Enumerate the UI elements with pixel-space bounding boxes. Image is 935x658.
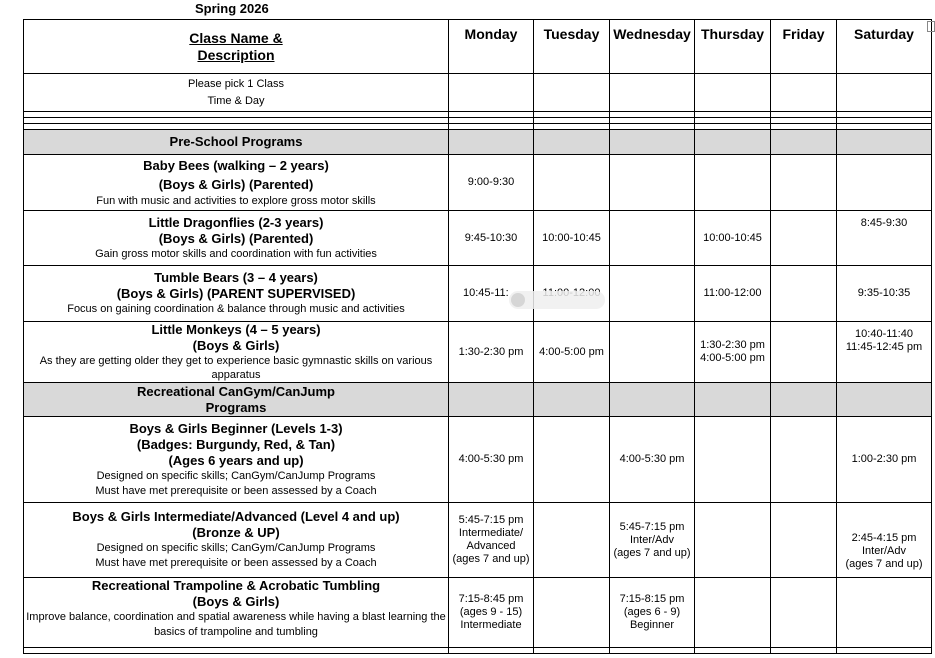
time-cell-monday[interactable]: 1:30-2:30 pm xyxy=(449,322,534,383)
class-description: Fun with music and activities to explore gross motor skills xyxy=(96,195,376,207)
empty-cell[interactable] xyxy=(534,578,610,648)
pick-instruction-line1: Please pick 1 Class xyxy=(188,77,284,90)
class-info-beginner xyxy=(24,417,449,503)
class-description: Designed on specific skills; CanGym/CanJump Programs xyxy=(96,469,376,482)
class-subtitle: (Boys & Girls) (Parented) xyxy=(158,230,314,246)
empty-cell[interactable] xyxy=(610,155,695,211)
time-cell-wednesday[interactable] xyxy=(610,503,695,578)
level-label: Intermediate xyxy=(460,619,522,631)
time-cell-monday[interactable]: 10:45-11: xyxy=(449,266,534,322)
empty-cell[interactable] xyxy=(449,74,534,112)
class-prerequisite: Must have met prerequisite or been assessed by a Coach xyxy=(95,484,377,497)
empty-cell[interactable] xyxy=(610,74,695,112)
class-subtitle: (Boys & Girls) (Parented) xyxy=(158,177,314,192)
level-label: Intermediate/ xyxy=(458,527,524,539)
class-column-header-line2: Description xyxy=(197,46,275,63)
day-header-tuesday: Tuesday xyxy=(534,20,610,74)
level-label: Beginner xyxy=(629,619,675,631)
day-header-thursday: Thursday xyxy=(695,20,771,74)
class-info-tumble-bears xyxy=(24,266,449,322)
section-title-line1: Recreational CanGym/CanJump xyxy=(137,383,335,399)
time-slot: 5:45-7:15 pm xyxy=(458,514,524,526)
class-subtitle: (Boys & Girls) xyxy=(192,338,280,353)
empty-cell[interactable] xyxy=(610,322,695,383)
time-cell-thursday[interactable] xyxy=(695,322,771,383)
time-cell-tuesday[interactable]: 4:00-5:00 pm xyxy=(534,322,610,383)
empty-cell[interactable] xyxy=(771,74,837,112)
empty-cell[interactable] xyxy=(695,578,771,648)
time-slot: 10:40-11:40 xyxy=(855,328,913,340)
time-slot: 11:45-12:45 pm xyxy=(845,341,923,353)
schedule-season-title: Spring 2026 xyxy=(195,1,269,16)
day-header-wednesday: Wednesday xyxy=(610,20,695,74)
class-name: Tumble Bears (3 – 4 years) xyxy=(154,270,318,285)
class-description: Gain gross motor skills and coordination with fun activities xyxy=(95,247,377,260)
age-label: (ages 7 and up) xyxy=(613,546,691,559)
empty-cell[interactable] xyxy=(534,503,610,578)
time-cell-monday[interactable]: 4:00-5:30 pm xyxy=(449,417,534,503)
level-label: Inter/Adv xyxy=(629,533,675,546)
class-name: Recreational Trampoline & Acrobatic Tumbling xyxy=(91,578,381,593)
pick-instruction-cell xyxy=(24,74,449,112)
section-row-preschool xyxy=(24,130,932,155)
day-header-friday: Friday xyxy=(771,20,837,74)
class-description: Improve balance, coordination and spatial awareness while having a blast learning the xyxy=(26,611,446,623)
section-title-recreational xyxy=(24,383,449,417)
section-title-line2: Programs xyxy=(205,399,267,415)
time-cell-thursday[interactable]: 10:00-10:45 xyxy=(695,211,771,266)
age-label: (ages 6 - 9) xyxy=(623,606,681,618)
class-subtitle: (Boys & Girls) (PARENT SUPERVISED) xyxy=(116,286,356,301)
class-description: Designed on specific skills; CanGym/CanJump Programs xyxy=(96,542,376,554)
section-row-recreational xyxy=(24,383,932,417)
table-resize-handle-icon[interactable] xyxy=(927,21,935,32)
time-cell-monday[interactable]: 9:00-9:30 xyxy=(449,155,534,211)
empty-cell[interactable] xyxy=(837,74,932,112)
time-slot: 7:15-8:45 pm xyxy=(458,593,524,605)
empty-cell[interactable] xyxy=(534,155,610,211)
pick-instruction-line2: Time & Day xyxy=(207,94,265,107)
empty-cell[interactable] xyxy=(837,155,932,211)
class-name: Little Monkeys (4 – 5 years) xyxy=(151,322,321,337)
class-prerequisite: Must have met prerequisite or been assessed by a Coach xyxy=(95,557,377,569)
class-row-beginner xyxy=(24,417,932,503)
class-row-little-dragonflies xyxy=(24,211,932,266)
level-label: Advanced xyxy=(466,540,516,552)
class-schedule-table xyxy=(23,19,932,654)
class-subtitle: (Badges: Burgundy, Red, & Tan) xyxy=(136,436,336,452)
drag-handle-dot-icon xyxy=(511,293,525,307)
header-row xyxy=(24,20,932,74)
class-row-intermediate xyxy=(24,503,932,578)
day-header-monday: Monday xyxy=(449,20,534,74)
class-column-header-line1: Class Name & xyxy=(189,29,283,46)
time-cell-thursday[interactable]: 11:00-12:00 xyxy=(695,266,771,322)
time-cell-saturday[interactable] xyxy=(837,503,932,578)
empty-cell[interactable] xyxy=(695,155,771,211)
trailing-row xyxy=(24,648,932,654)
class-row-trampoline xyxy=(24,578,932,648)
empty-cell[interactable] xyxy=(771,211,837,266)
empty-cell[interactable] xyxy=(771,417,837,503)
time-cell-saturday[interactable]: 1:00-2:30 pm xyxy=(837,417,932,503)
section-title-preschool: Pre-School Programs xyxy=(24,130,449,155)
class-info-baby-bees xyxy=(24,155,449,211)
time-cell-tuesday[interactable]: 10:00-10:45 xyxy=(534,211,610,266)
class-name: Baby Bees (walking – 2 years) xyxy=(143,158,329,173)
day-header-saturday: Saturday xyxy=(837,20,932,74)
time-cell-saturday[interactable]: 9:35-10:35 xyxy=(837,266,932,322)
empty-cell[interactable] xyxy=(771,266,837,322)
class-subtitle: (Boys & Girls) xyxy=(192,594,280,609)
class-info-intermediate xyxy=(24,503,449,578)
age-label: (ages 7 and up) xyxy=(452,553,530,565)
empty-cell[interactable] xyxy=(610,211,695,266)
empty-cell[interactable] xyxy=(695,74,771,112)
class-name: Boys & Girls Beginner (Levels 1-3) xyxy=(129,420,343,436)
empty-cell[interactable] xyxy=(610,266,695,322)
class-info-little-monkeys xyxy=(24,322,449,383)
pick-instruction-row xyxy=(24,74,932,112)
time-cell-wednesday[interactable]: 4:00-5:30 pm xyxy=(610,417,695,503)
time-cell-monday[interactable] xyxy=(449,503,534,578)
class-row-little-monkeys xyxy=(24,322,932,383)
time-cell-wednesday[interactable] xyxy=(610,578,695,648)
class-name: Little Dragonflies (2-3 years) xyxy=(148,214,324,230)
empty-cell[interactable] xyxy=(771,503,837,578)
empty-cell[interactable] xyxy=(534,74,610,112)
floating-drag-handle[interactable] xyxy=(509,291,605,309)
class-row-baby-bees xyxy=(24,155,932,211)
time-slot: 2:45-4:15 pm xyxy=(851,532,917,544)
time-slot: 1:30-2:30 pm xyxy=(700,339,765,351)
time-cell-monday[interactable] xyxy=(449,578,534,648)
class-info-little-dragonflies xyxy=(24,211,449,266)
empty-cell[interactable] xyxy=(771,155,837,211)
empty-cell[interactable] xyxy=(695,417,771,503)
class-row-tumble-bears xyxy=(24,266,932,322)
class-info-trampoline xyxy=(24,578,449,648)
empty-cell[interactable] xyxy=(534,417,610,503)
class-column-header xyxy=(24,20,449,74)
time-cell-monday[interactable]: 9:45-10:30 xyxy=(449,211,534,266)
time-slot: 5:45-7:15 pm xyxy=(619,520,685,533)
class-description-cont: apparatus xyxy=(211,369,261,381)
level-label: Inter/Adv xyxy=(861,545,907,557)
time-slot: 4:00-5:00 pm xyxy=(700,352,765,364)
time-cell-saturday[interactable] xyxy=(837,322,932,383)
class-name: Boys & Girls Intermediate/Advanced (Level 4 and up) xyxy=(72,509,400,524)
class-subtitle: (Bronze & UP) xyxy=(192,525,280,540)
age-label: (ages 9 - 15) xyxy=(459,606,523,618)
empty-cell[interactable] xyxy=(771,322,837,383)
empty-cell[interactable] xyxy=(771,578,837,648)
class-description: As they are getting older they get to experience basic gymnastic skills on various xyxy=(39,355,433,367)
age-label: (ages 7 and up) xyxy=(845,558,923,570)
class-ages: (Ages 6 years and up) xyxy=(168,452,304,468)
class-description: Focus on gaining coordination & balance through music and activities xyxy=(67,303,405,315)
time-slot: 7:15-8:15 pm xyxy=(619,593,685,605)
empty-cell[interactable] xyxy=(695,503,771,578)
empty-cell[interactable] xyxy=(837,578,932,648)
class-description-cont: basics of trampoline and tumbling xyxy=(154,626,318,638)
time-cell-saturday[interactable]: 8:45-9:30 xyxy=(837,211,932,266)
